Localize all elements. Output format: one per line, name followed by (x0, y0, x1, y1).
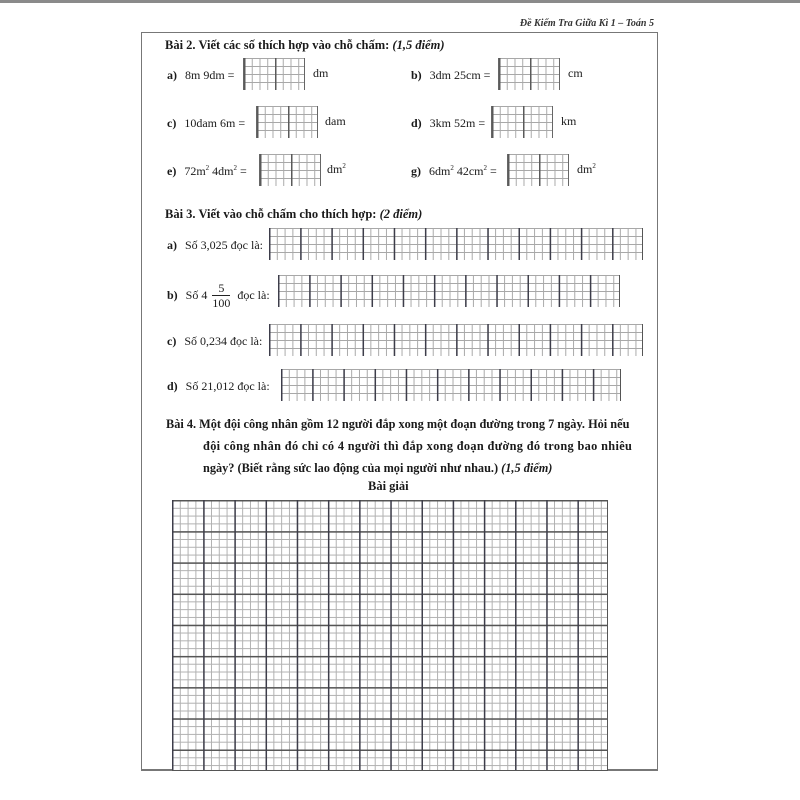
answer-grid-d[interactable] (491, 106, 553, 138)
bai2-title-text: Bài 2. Viết các số thích hợp vào chỗ chấm: (165, 38, 390, 52)
page-header-title: Đề Kiểm Tra Giữa Kì 1 – Toán 5 (519, 18, 654, 29)
answer-grid-g[interactable] (507, 154, 569, 186)
bai2-item-g (411, 162, 497, 180)
unit-label-e: $dm^2$ (327, 162, 346, 176)
item-expression: 10dam 6m = (184, 116, 246, 130)
bai2-item-a (167, 66, 234, 84)
bai4-line-3 (203, 457, 552, 479)
item-text: Số 0,234 đọc là: (184, 334, 263, 348)
bai2-points: (1,5 điểm) (392, 38, 445, 52)
top-border-rule (0, 0, 800, 3)
item-label: a) (167, 68, 177, 82)
bai3-title-text: Bài 3. Viết vào chỗ chấm cho thích hợp: (165, 207, 377, 221)
item-expression: 3km 52m = (429, 116, 486, 130)
item-label: c) (167, 116, 177, 130)
answer-grid-c[interactable] (256, 106, 318, 138)
answer-grid-long-d[interactable] (281, 369, 621, 401)
bai3-item-a (167, 236, 263, 254)
answer-grid-b[interactable] (498, 58, 560, 90)
answer-grid-long-c[interactable] (269, 324, 643, 356)
bai2-item-d (411, 114, 485, 132)
item-label: c) (167, 334, 177, 348)
answer-grid-long-a[interactable] (269, 228, 643, 260)
bai3-item-b (167, 281, 270, 310)
item-expression: $72m^2$ $4dm^2$ = (184, 164, 247, 178)
unit-label-c: dam (325, 114, 346, 128)
bai3-item-c (167, 332, 262, 350)
bai2-title (165, 38, 444, 53)
item-prefix: Số 4 (185, 288, 208, 303)
bai2-item-c (167, 114, 245, 132)
item-text: Số 21,012 đọc là: (185, 379, 270, 393)
answer-grid-long-b[interactable] (278, 275, 620, 307)
bai4-points: (1,5 điểm) (501, 461, 553, 475)
bai3-title (165, 207, 422, 222)
answer-grid-a[interactable] (243, 58, 305, 90)
unit-label-d: km (561, 114, 577, 128)
item-label: d) (167, 379, 178, 393)
item-suffix: đọc là: (237, 288, 270, 303)
item-label: b) (411, 68, 422, 82)
bai3-points: (2 điểm) (379, 207, 423, 221)
unit-label-b: cm (568, 66, 583, 80)
fraction: $\frac{5}{100}$ (212, 281, 231, 310)
item-expression: 8m 9dm = (185, 68, 235, 82)
item-expression: $6dm^2$ $42cm^2$ = (429, 164, 497, 178)
bai4-line-2: đội công nhân đó chỉ có 4 người thì đắp xong đoạn đường đó trong bao nhiêu (203, 439, 633, 453)
solution-title: Bài giải (368, 479, 409, 493)
item-label: b) (167, 288, 178, 303)
bai3-item-d (167, 377, 270, 395)
item-label: g) (411, 164, 421, 178)
unit-label-g: $dm^2$ (577, 162, 596, 176)
bai2-item-e (167, 162, 247, 180)
item-text: Số 3,025 đọc là: (185, 238, 263, 252)
unit-label-a: dm (313, 66, 329, 80)
bai4-line-1: Bài 4. Một đội công nhân gồm 12 người đắp xong một đoạn đường trong 7 ngày. Hỏi nếu (166, 417, 630, 431)
bai2-item-b (411, 66, 490, 84)
answer-grid-e[interactable] (259, 154, 321, 186)
item-expression: 3dm 25cm = (429, 68, 491, 82)
item-label: a) (167, 238, 177, 252)
item-label: d) (411, 116, 422, 130)
solution-grid[interactable] (172, 500, 608, 771)
bai4-line-3-text: ngày? (Biết rằng sức lao động của mọi người như nhau.) (203, 461, 499, 475)
item-label: e) (167, 164, 177, 178)
